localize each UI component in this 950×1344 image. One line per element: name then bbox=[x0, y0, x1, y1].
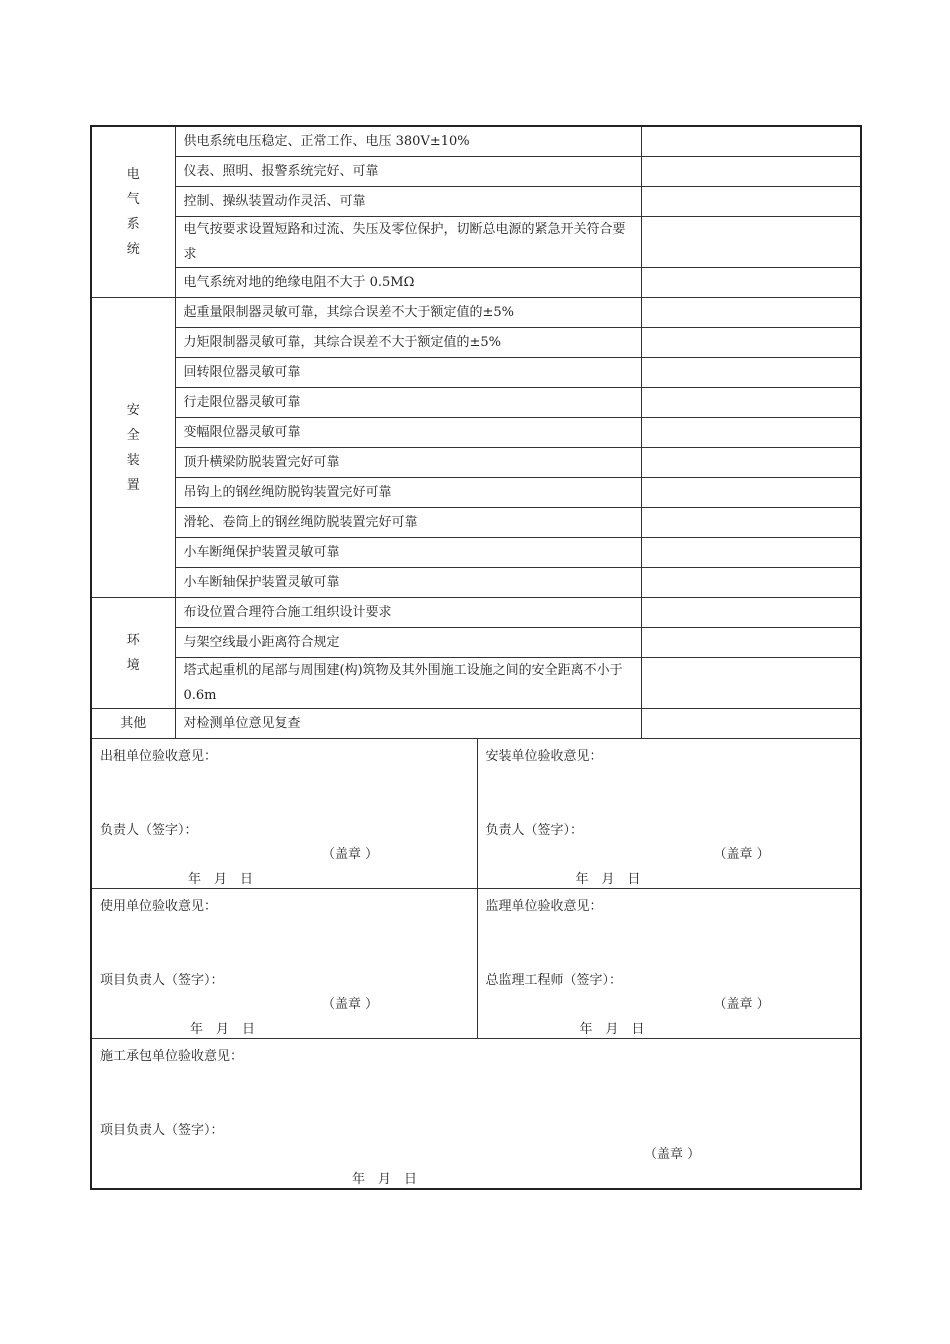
rental-signer-label: 负责人（签字）： bbox=[100, 823, 198, 838]
supervisor-opinion-title: 监理单位验收意见： bbox=[485, 899, 603, 914]
check-result-cell[interactable] bbox=[641, 298, 861, 328]
check-result-cell[interactable] bbox=[641, 628, 861, 658]
check-result-cell[interactable] bbox=[641, 157, 861, 187]
check-result-cell[interactable] bbox=[641, 187, 861, 217]
category-char: 环 bbox=[126, 633, 140, 648]
check-item: 顶升横梁防脱装置完好可靠 bbox=[175, 448, 641, 478]
checklist-row bbox=[91, 388, 861, 418]
category-char: 其他 bbox=[120, 716, 147, 731]
check-item: 电气系统对地的绝缘电阻不大于 0.5MΩ bbox=[175, 268, 641, 298]
check-item: 与架空线最小距离符合规定 bbox=[175, 628, 641, 658]
check-item: 塔式起重机的尾部与周围建(构)筑物及其外围施工设施之间的安全距离不小于 0.6m bbox=[175, 658, 641, 709]
checklist-row bbox=[91, 358, 861, 388]
checklist-body bbox=[91, 126, 861, 739]
check-item: 力矩限制器灵敏可靠，其综合误差不大于额定值的±5% bbox=[175, 328, 641, 358]
checklist-row bbox=[91, 217, 861, 268]
checklist-row bbox=[91, 658, 861, 709]
checklist-row bbox=[91, 628, 861, 658]
check-result-cell[interactable] bbox=[641, 478, 861, 508]
checklist-row bbox=[91, 187, 861, 217]
category-cell bbox=[91, 126, 175, 298]
category-char: 电 bbox=[126, 167, 140, 182]
install-seal-label: （盖章 ） bbox=[713, 847, 770, 862]
checklist-row bbox=[91, 598, 861, 628]
checklist-row bbox=[91, 298, 861, 328]
rental-seal-label: （盖章 ） bbox=[322, 847, 379, 862]
check-result-cell[interactable] bbox=[641, 658, 861, 709]
category-char: 系 bbox=[126, 217, 140, 232]
check-result-cell[interactable] bbox=[641, 358, 861, 388]
user-opinion-title: 使用单位验收意见： bbox=[100, 899, 218, 914]
user-seal-label: （盖章 ） bbox=[322, 997, 379, 1012]
category-char: 全 bbox=[126, 427, 140, 443]
check-result-cell[interactable] bbox=[641, 448, 861, 478]
opinions-body bbox=[91, 739, 861, 1190]
acceptance-form bbox=[90, 125, 860, 1190]
contractor-opinion-title: 施工承包单位验收意见： bbox=[100, 1049, 244, 1064]
check-item: 回转限位器灵敏可靠 bbox=[175, 358, 641, 388]
check-item: 滑轮、卷筒上的钢丝绳防脱装置完好可靠 bbox=[175, 508, 641, 538]
checklist-row bbox=[91, 709, 861, 739]
check-item: 布设位置合理符合施工组织设计要求 bbox=[175, 598, 641, 628]
checklist-row bbox=[91, 328, 861, 358]
check-item: 小车断轴保护装置灵敏可靠 bbox=[175, 568, 641, 598]
rental-opinion-cell[interactable] bbox=[91, 739, 477, 889]
check-item: 电气按要求设置短路和过流、失压及零位保护，切断总电源的紧急开关符合要求 bbox=[175, 217, 641, 268]
checklist-row bbox=[91, 268, 861, 298]
install-opinion-cell[interactable] bbox=[477, 739, 861, 889]
supervisor-seal-label: （盖章 ） bbox=[713, 997, 770, 1012]
check-result-cell[interactable] bbox=[641, 508, 861, 538]
check-result-cell[interactable] bbox=[641, 709, 861, 739]
check-item: 对检测单位意见复查 bbox=[175, 709, 641, 739]
check-item: 控制、操纵装置动作灵活、可靠 bbox=[175, 187, 641, 217]
checklist-row bbox=[91, 126, 861, 157]
check-item: 吊钩上的钢丝绳防脱钩装置完好可靠 bbox=[175, 478, 641, 508]
supervisor-date-label: 年 月 日 bbox=[579, 1022, 645, 1037]
check-result-cell[interactable] bbox=[641, 568, 861, 598]
check-result-cell[interactable] bbox=[641, 598, 861, 628]
contractor-date-label: 年 月 日 bbox=[352, 1172, 418, 1187]
category-cell bbox=[91, 709, 175, 739]
check-item: 供电系统电压稳定、正常工作、电压 380V±10% bbox=[175, 126, 641, 157]
category-cell bbox=[91, 298, 175, 598]
supervisor-opinion-cell[interactable] bbox=[477, 889, 861, 1039]
check-result-cell[interactable] bbox=[641, 388, 861, 418]
category-char: 统 bbox=[126, 242, 140, 257]
checklist-row bbox=[91, 448, 861, 478]
install-opinion-title: 安装单位验收意见： bbox=[485, 749, 603, 764]
user-opinion-cell[interactable] bbox=[91, 889, 477, 1039]
rental-date-label: 年 月 日 bbox=[188, 872, 254, 887]
user-signer-label: 项目负责人（签字）： bbox=[100, 973, 224, 988]
contractor-signer-label: 项目负责人（签字）： bbox=[100, 1123, 224, 1138]
check-result-cell[interactable] bbox=[641, 328, 861, 358]
category-char: 安 bbox=[126, 402, 140, 418]
check-item: 小车断绳保护装置灵敏可靠 bbox=[175, 538, 641, 568]
category-char: 置 bbox=[126, 477, 140, 493]
category-cell bbox=[91, 598, 175, 709]
contractor-seal-label: （盖章 ） bbox=[644, 1147, 701, 1162]
category-char: 境 bbox=[126, 658, 140, 673]
checklist-row bbox=[91, 508, 861, 538]
check-result-cell[interactable] bbox=[641, 217, 861, 268]
check-item: 变幅限位器灵敏可靠 bbox=[175, 418, 641, 448]
check-result-cell[interactable] bbox=[641, 126, 861, 157]
check-item: 行走限位器灵敏可靠 bbox=[175, 388, 641, 418]
checklist-row bbox=[91, 478, 861, 508]
check-item: 仪表、照明、报警系统完好、可靠 bbox=[175, 157, 641, 187]
contractor-opinion-cell[interactable] bbox=[91, 1039, 861, 1190]
checklist-row bbox=[91, 157, 861, 187]
category-char: 装 bbox=[126, 452, 140, 468]
checklist-row bbox=[91, 568, 861, 598]
category-char: 气 bbox=[126, 192, 140, 207]
supervisor-signer-label: 总监理工程师（签字）： bbox=[485, 973, 623, 988]
inspection-table bbox=[90, 125, 862, 1190]
user-date-label: 年 月 日 bbox=[190, 1022, 256, 1037]
check-result-cell[interactable] bbox=[641, 268, 861, 298]
check-result-cell[interactable] bbox=[641, 418, 861, 448]
check-result-cell[interactable] bbox=[641, 538, 861, 568]
install-date-label: 年 月 日 bbox=[575, 872, 641, 887]
check-item: 起重量限制器灵敏可靠，其综合误差不大于额定值的±5% bbox=[175, 298, 641, 328]
checklist-row bbox=[91, 538, 861, 568]
checklist-row bbox=[91, 418, 861, 448]
install-signer-label: 负责人（签字）： bbox=[485, 823, 584, 838]
rental-opinion-title: 出租单位验收意见： bbox=[100, 749, 218, 764]
